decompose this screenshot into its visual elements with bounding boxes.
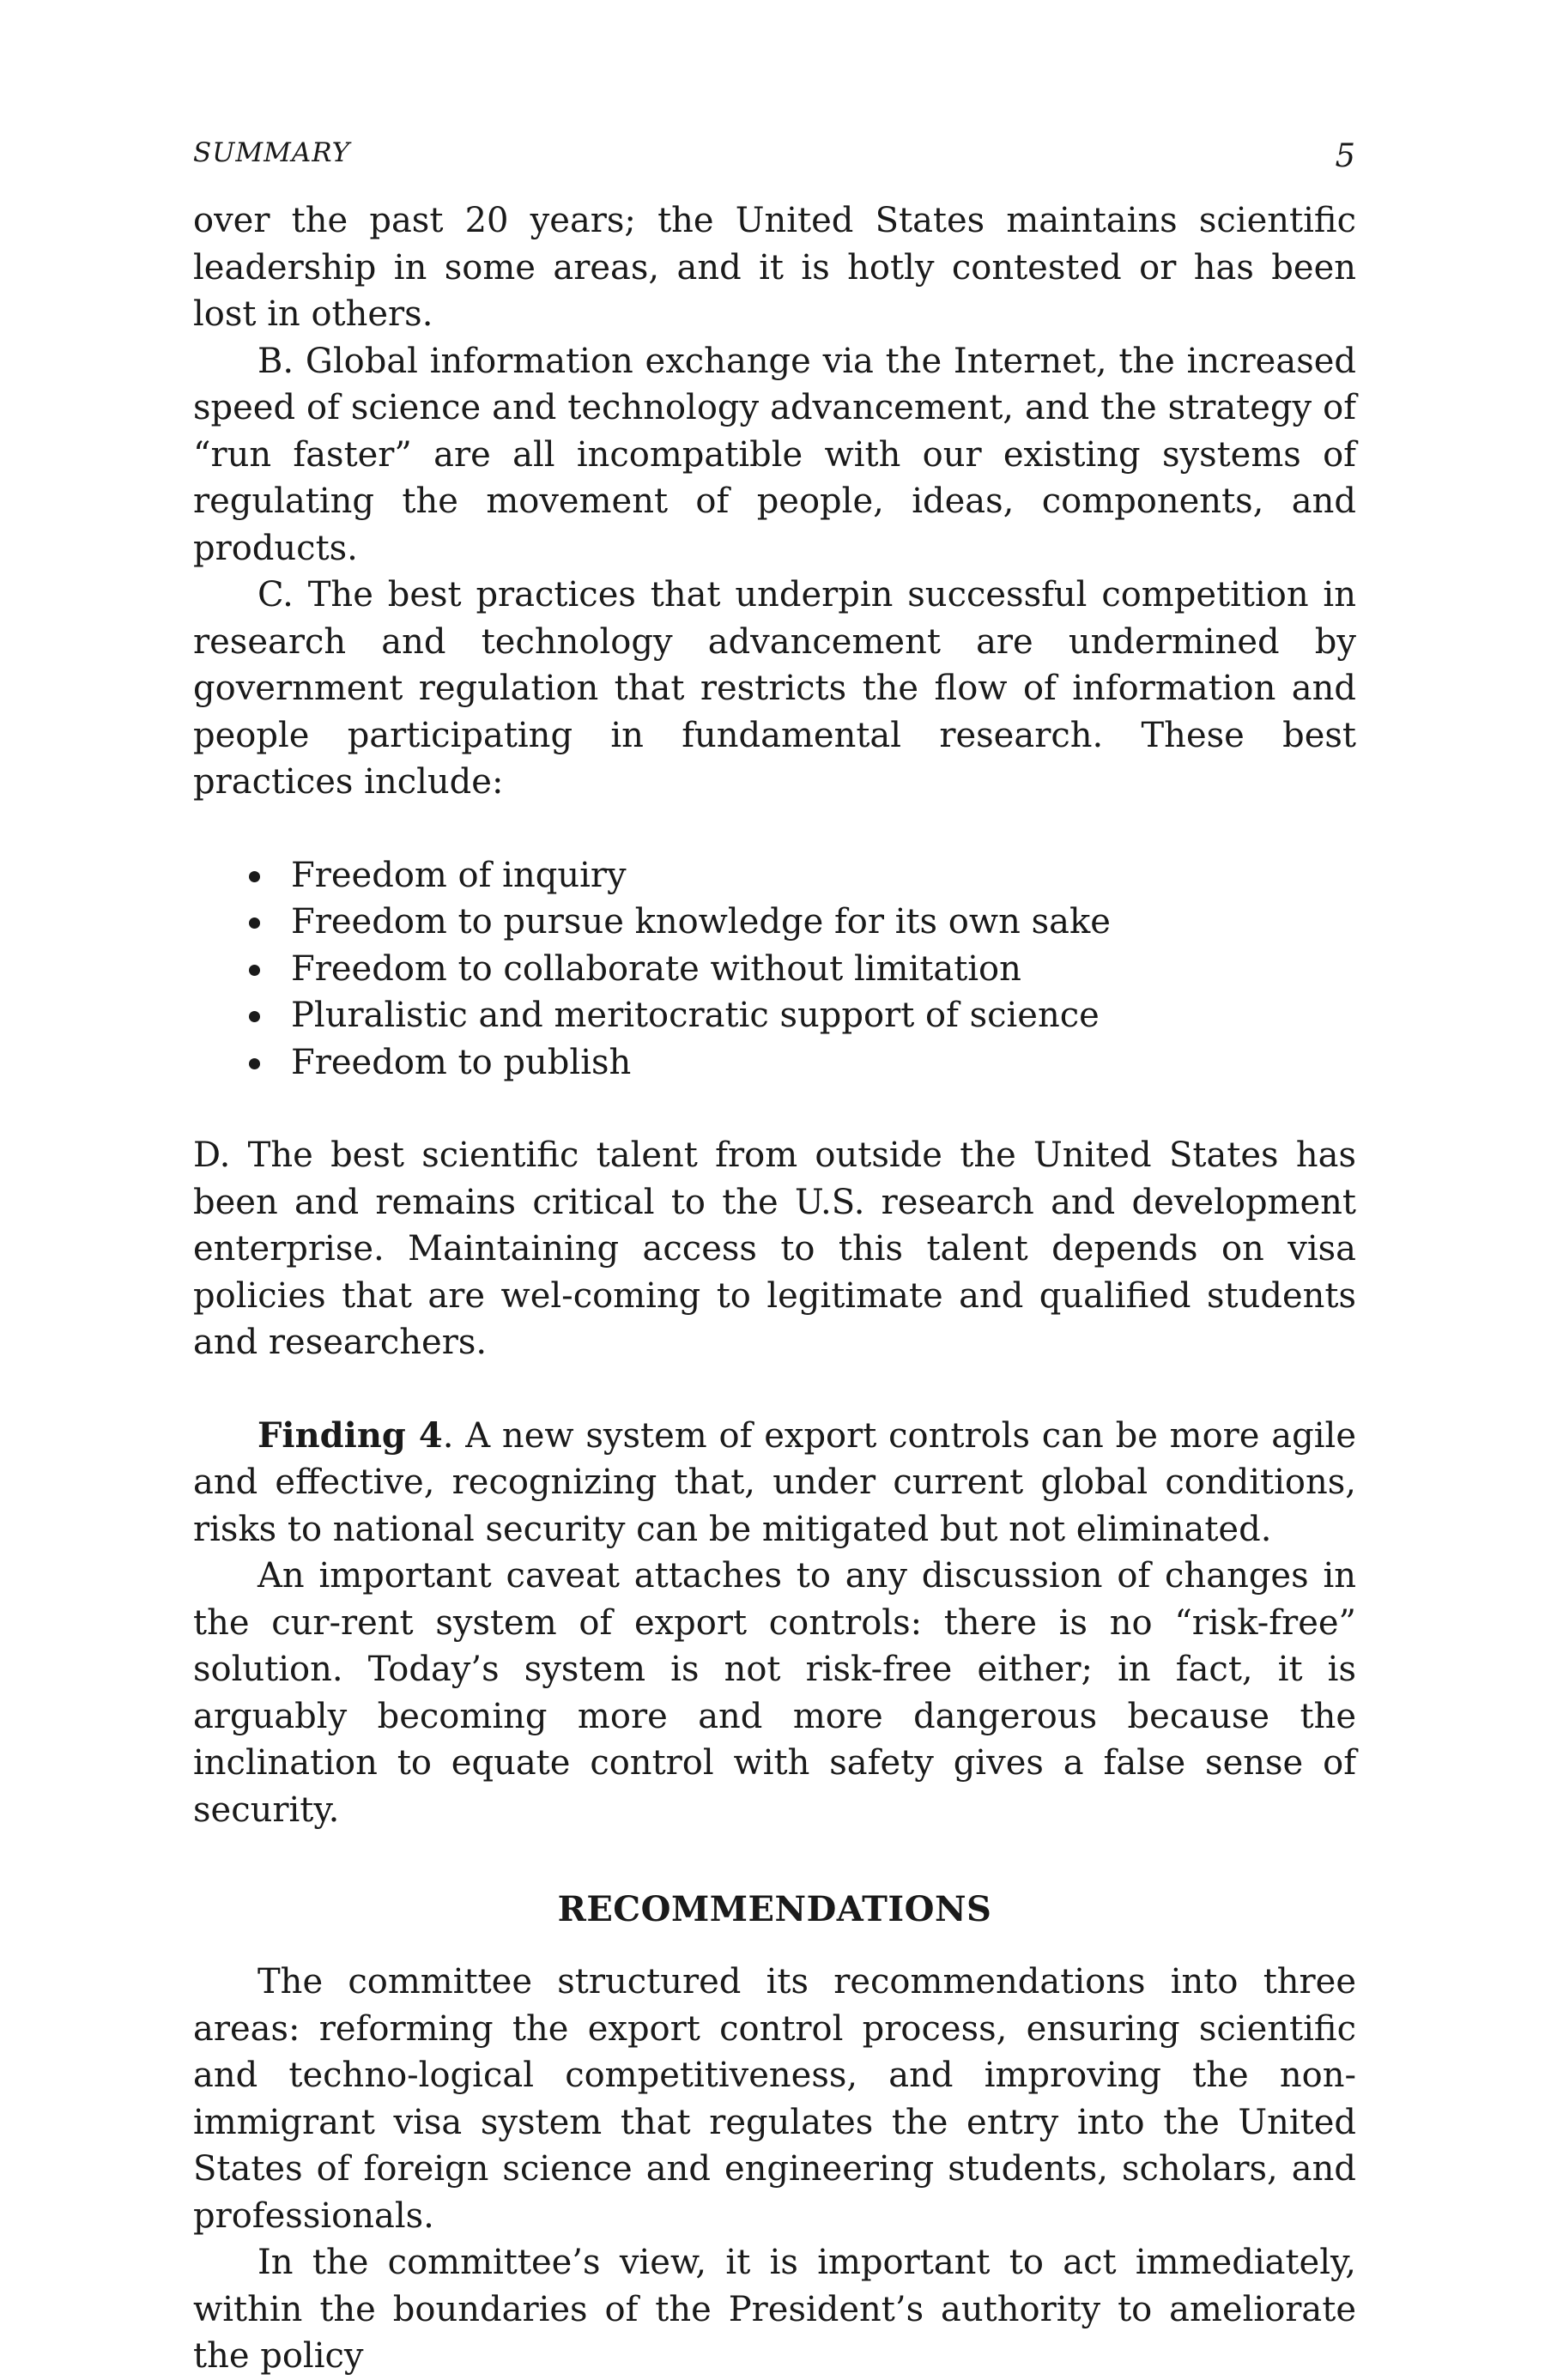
section-title: SUMMARY [193,137,351,168]
recommendations-paragraph: The committee structured its recommendations into three areas: reforming the export control process, ensuring scientific and techno-logical competitiveness, and improving the non-immigrant visa system that regulates the entry into the United States of foreign science and engineering students, scholars, and professionals. [193,1962,1356,2236]
list-item: Freedom of inquiry [245,852,1356,899]
paragraph-c: C. The best practices that underpin successful competition in research and technology advancement are undermined by government regulation that restricts the flow of information and people participating in fundamental research. These best practices include: [193,575,1356,802]
paragraph-caveat: An important caveat attaches to any discussion of changes in the cur-rent system of export controls: there is no “risk-free” solution. Today’s system is not risk-free either; in fact, it is arguably becoming more and more dangerous because the inclination to equate control with safety gives a false sense of security. [193,1556,1356,1830]
bullet-icon [249,965,260,976]
document-page [193,137,1356,2380]
recommendations-heading: RECOMMENDATIONS [557,1889,992,1929]
page-number: 5 [1335,137,1356,174]
list-item: Freedom to pursue knowledge for its own sake [245,899,1356,946]
finding-label: Finding 4 [258,1414,443,1456]
recommendations-paragraph: In the committee’s view, it is important to act immediately, within the boundaries of the President’s authority to ameliorate the policy [193,2243,1356,2376]
list-item: Freedom to collaborate without limitation [245,946,1356,993]
bullet-icon [249,917,260,929]
bullet-icon [249,871,260,882]
paragraph-b: B. Global information exchange via the Internet, the increased speed of science and technology advancement, and the strategy of “run faster” are all incompatible with our existing systems of regulating the movement of people, ideas, components, and products. [193,341,1356,568]
finding-text: . A new system of export controls can be more agile and effective, recognizing that, under current global conditions, risks to national security can be mitigated but not eliminated. [193,1415,1356,1549]
bullet-icon [249,1058,260,1069]
finding-4-paragraph [193,1413,1356,1553]
list-item: Freedom to publish [245,1039,1356,1087]
list-item: Pluralistic and meritocratic support of science [245,992,1356,1039]
best-practices-list [193,852,1356,1087]
paragraph-continuation: over the past 20 years; the United States maintains scientific leadership in some areas, and it is hotly contested or has been lost in others. [193,201,1356,334]
bullet-icon [249,1011,260,1022]
paragraph-d: D. The best scientific talent from outside the United States has been and remains critical to the U.S. research and development enterprise. Maintaining access to this talent depends on visa policies that are wel-coming to legitimate and qualified students and researchers. [193,1135,1356,1362]
running-head [193,137,1356,189]
